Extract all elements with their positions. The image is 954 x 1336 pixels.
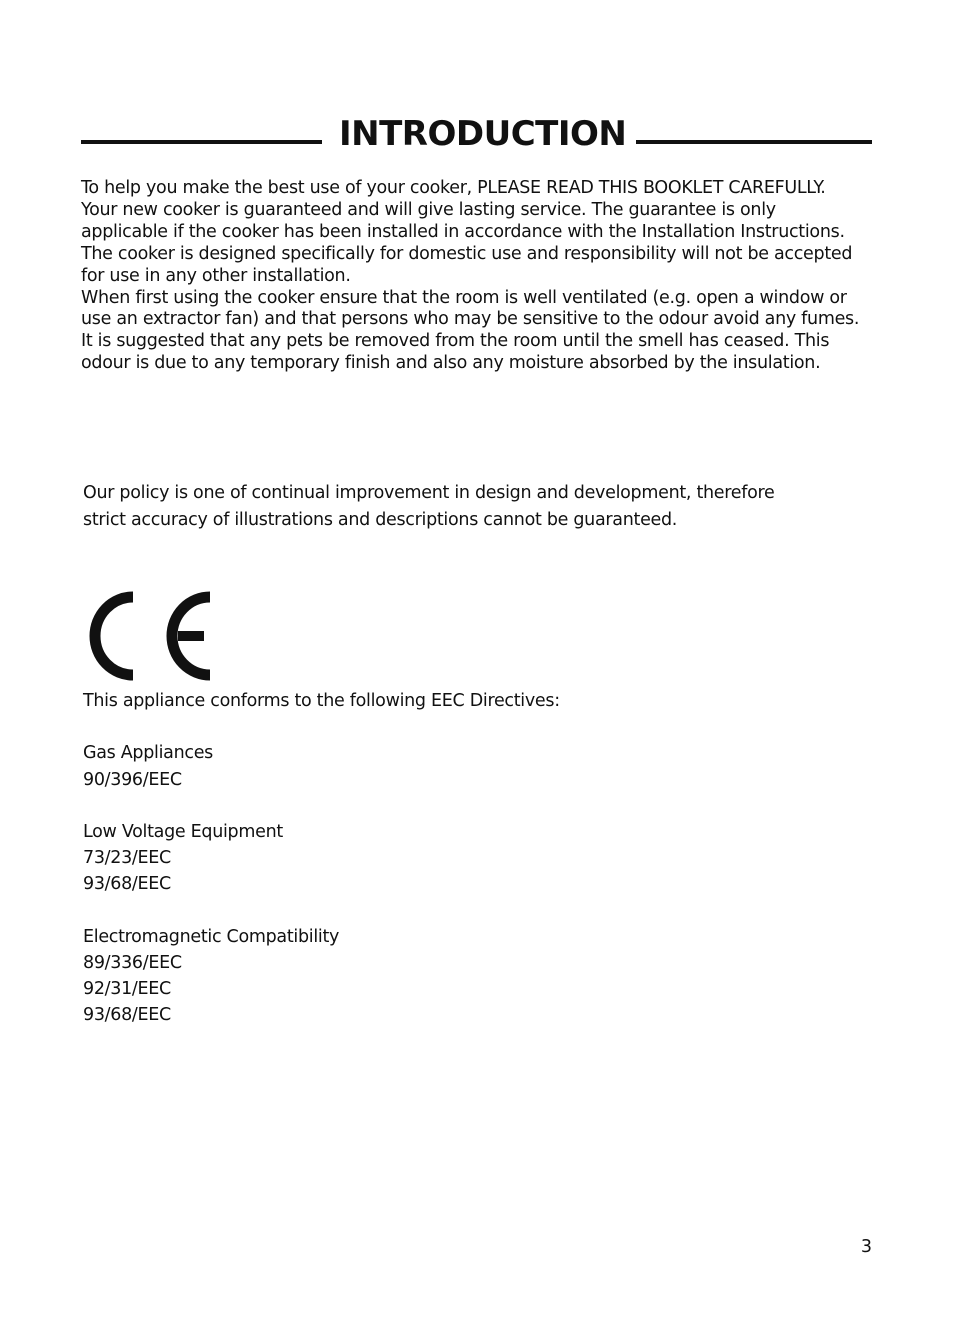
- directive-code: 73/23/EEC: [83, 848, 171, 869]
- intro-section: [81, 178, 861, 375]
- page-header: [81, 112, 872, 156]
- policy-statement: Our policy is one of continual improvement in design and development, therefore strict accuracy of illustrations and descriptions cannot be guaranteed.: [83, 483, 775, 530]
- directive-group-name: Electromagnetic Compatibility: [83, 926, 340, 947]
- page-title: INTRODUCTION: [339, 114, 627, 154]
- title-rule-right: [636, 140, 872, 144]
- directive-group-name: Gas Appliances: [83, 743, 213, 764]
- directive-code: 92/31/EEC: [83, 979, 171, 1000]
- intro-paragraph: When first using the cooker ensure that the room is well ventilated (e.g. open a window or use an extractor fan) and that persons who may be sensitive to the odour avoid any fumes. It is suggested that any pets be removed from the room until the smell has ceased. This odour is due to any temporary finish and also any moisture absorbed by the insulation.: [81, 287, 860, 374]
- directive-code: 89/336/EEC: [83, 952, 182, 973]
- directives-section: [83, 688, 683, 1029]
- directive-code: 93/68/EEC: [83, 874, 171, 895]
- ce-mark-icon: [83, 591, 213, 681]
- directive-code: 90/396/EEC: [83, 769, 182, 790]
- directive-code: 93/68/EEC: [83, 1005, 171, 1026]
- intro-paragraph: To help you make the best use of your cooker, PLEASE READ THIS BOOKLET CAREFULLY.: [81, 178, 826, 198]
- title-rule-left: [81, 140, 322, 144]
- intro-paragraph: The cooker is designed specifically for domestic use and responsibility will not be accepted for use in any other installation.: [81, 243, 853, 286]
- intro-paragraph: Your new cooker is guaranteed and will give lasting service. The guarantee is only applicable if the cooker has been installed in accordance with the Installation Instructions.: [81, 199, 845, 242]
- directive-group-name: Low Voltage Equipment: [83, 821, 283, 842]
- directives-intro: This appliance conforms to the following EEC Directives:: [83, 691, 560, 711]
- page-number: 3: [860, 1237, 872, 1257]
